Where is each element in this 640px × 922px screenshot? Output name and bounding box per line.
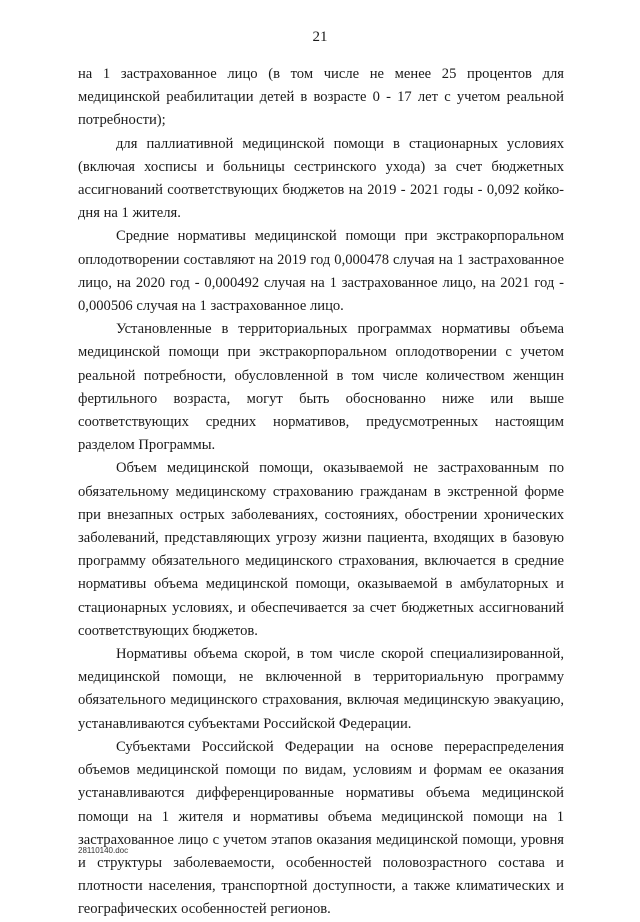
paragraph-uninsured-emergency-care: Объем медицинской помощи, оказываемой не застрахованным по обязательному медицинскому страхованию гражданам в экстренной форме при внезапных острых заболеваниях, состояниях, обострении хронических заболеваний, представляющих угрозу жизни пациента, входящих в базовую программу обязательного медицинского страхования, включается в средние нормативы объема медицинской помощи, оказываемой в амбулаторных и стационарных условиях, и обеспечивается за счет бюджетных ассигнований соответствующих бюджетов. [78,460,564,639]
page-number: 21 [312,29,328,45]
paragraph-territorial-ivf-norms: Установленные в территориальных программах нормативы объема медицинской помощи при экстракорпоральном оплодотворении с учетом реальной потребности, обусловленной в том числе количеством женщин фертильного возраста, могут быть обоснованно ниже или выше соответствующих средних нормативов, предусмотренных настоящим разделом Программы. [78,321,564,454]
document-body [78,63,564,922]
paragraph-ambulance-norms: Нормативы объема скорой, в том числе скорой специализированной, медицинской помощи, не включенной в территориальную программу обязательного медицинского страхования, включая медицинскую эвакуацию, устанавливаются субъектами Российской Федерации. [78,646,564,732]
paragraph-palliative-care: для паллиативной медицинской помощи в стационарных условиях (включая хосписы и больницы сестринского ухода) за счет бюджетных ассигнований соответствующих бюджетов на 2019 - 2021 годы - 0,092 койко-дня на 1 жителя. [78,135,564,222]
paragraph-ivf-norms: Средние нормативы медицинской помощи при экстракорпоральном оплодотворении составляют на 2019 год 0,000478 случая на 1 застрахованное лицо, на 2020 год - 0,000492 случая на 1 застрахованное лицо, на 2021 год - 0,000506 случая на 1 застрахованное лицо. [78,228,564,315]
paragraph-regional-differentiated-norms: Субъектами Российской Федерации на основе перераспределения объемов медицинской помощи по видам, условиям и формам ее оказания устанавливаются дифференцированные нормативы объема медицинской помощи на 1 жителя и нормативы объема медицинской помощи на 1 застрахованное лицо с учетом этапов оказания медицинской помощи, уровня и структуры заболеваемости, особенностей половозрастного состава и плотности населения, транспортной доступности, а также климатических и географических особенностей регионов. [78,738,564,918]
footer-filename: 28110140.doc [78,846,129,855]
paragraph-continuation: на 1 застрахованное лицо (в том числе не менее 25 процентов для медицинской реабилитации детей в возрасте 0 - 17 лет с учетом реальной потребности); [78,66,564,129]
